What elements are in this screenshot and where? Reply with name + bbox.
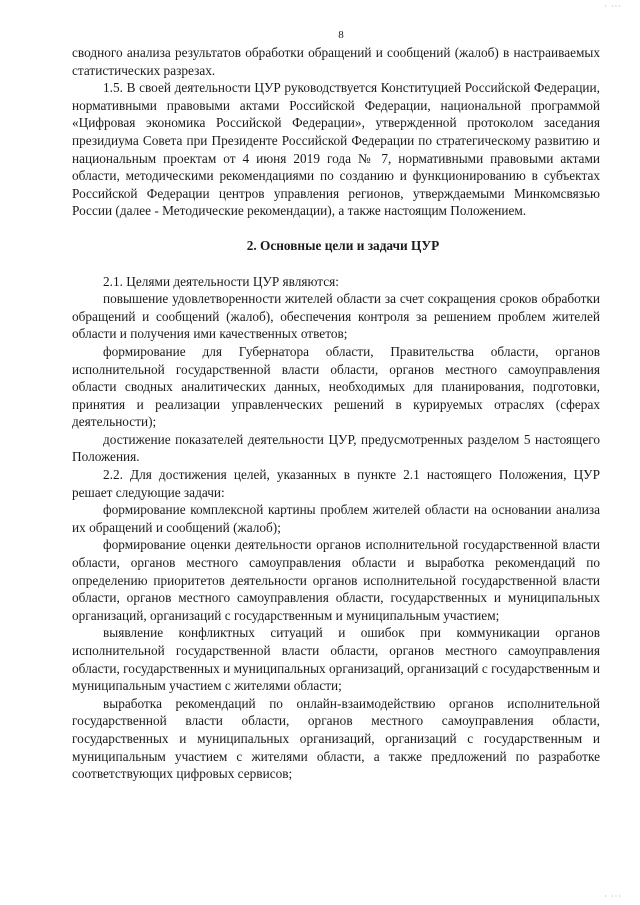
paragraph-1-5: 1.5. В своей деятельности ЦУР руководствуется Конституцией Российской Федерации, нормативными правовыми актами Российской Федерации, национальной программой «Цифровая экономика Российской Федерации», утвержденной протоколом заседания президиума Совета при Президенте Российской Федерации по стратегическому развитию и национальным проектам от 4 июня 2019 года № 7, нормативными правовыми актами области, методическими рекомендациями по созданию и функционированию в субъектах Российской Федерации центров управления регионов, утверждаемыми Минкомсвязью России (далее - Методические рекомендации), а также настоящим Положением.	[72, 80, 600, 219]
task-item: формирование комплексной картины проблем жителей области на основании анализа их обращений и сообщений (жалоб);	[72, 502, 600, 535]
section-heading: 2. Основные цели и задачи ЦУР	[246, 237, 440, 253]
scan-artifact-bottom: · ···	[604, 892, 622, 901]
goal-item: достижение показателей деятельности ЦУР, предусмотренных разделом 5 настоящего Положения.	[72, 431, 600, 465]
task-item: выработка рекомендаций по онлайн-взаимодействию органов исполнительной государственной власти области, органов местного самоуправления области, государственных и муниципальных организаций, организаций с государственным и муниципальным участием с жителями области, а также предложений по разработке соответствующих цифровых сервисов;	[72, 695, 600, 782]
page-number: 8	[338, 29, 344, 41]
paragraph-2-1: 2.1. Целями деятельности ЦУР являются:	[103, 273, 339, 289]
task-item: выявление конфликтных ситуаций и ошибок при коммуникации органов исполнительной государственной власти области, органов местного самоуправления области, государственных и муниципальных организаций, организаций с государственным и муниципальным участием с жителями области;	[72, 625, 600, 694]
paragraph-2-2: 2.2. Для достижения целей, указанных в пункте 2.1 настоящего Положения, ЦУР решает следующие задачи:	[72, 467, 600, 500]
goal-item: формирование для Губернатора области, Правительства области, органов исполнительной государственной власти области, органов местного самоуправления области сводных аналитических данных, необходимых для планирования, подготовки, принятия и реализации управленческих решений в курируемых отраслях (сферах деятельности);	[72, 343, 600, 430]
scan-artifact-top: · ···	[604, 2, 622, 11]
paragraph-continuation: сводного анализа результатов обработки обращений и сообщений (жалоб) в настраиваемых статистических разрезах.	[72, 45, 600, 78]
document-page	[72, 28, 600, 783]
goal-item: повышение удовлетворенности жителей области за счет сокращения сроков обработки обращений и сообщений (жалоб), обеспечения контроля за решением проблем жителей области и получения ими качественных ответов;	[72, 291, 600, 342]
task-item: формирование оценки деятельности органов исполнительной государственной власти области, органов местного самоуправления области и выработка рекомендаций по определению приоритетов деятельности органов исполнительной государственной власти области, органов местного самоуправления области, государственных и муниципальных организаций, организаций с государственным и муниципальным участием;	[72, 537, 600, 623]
